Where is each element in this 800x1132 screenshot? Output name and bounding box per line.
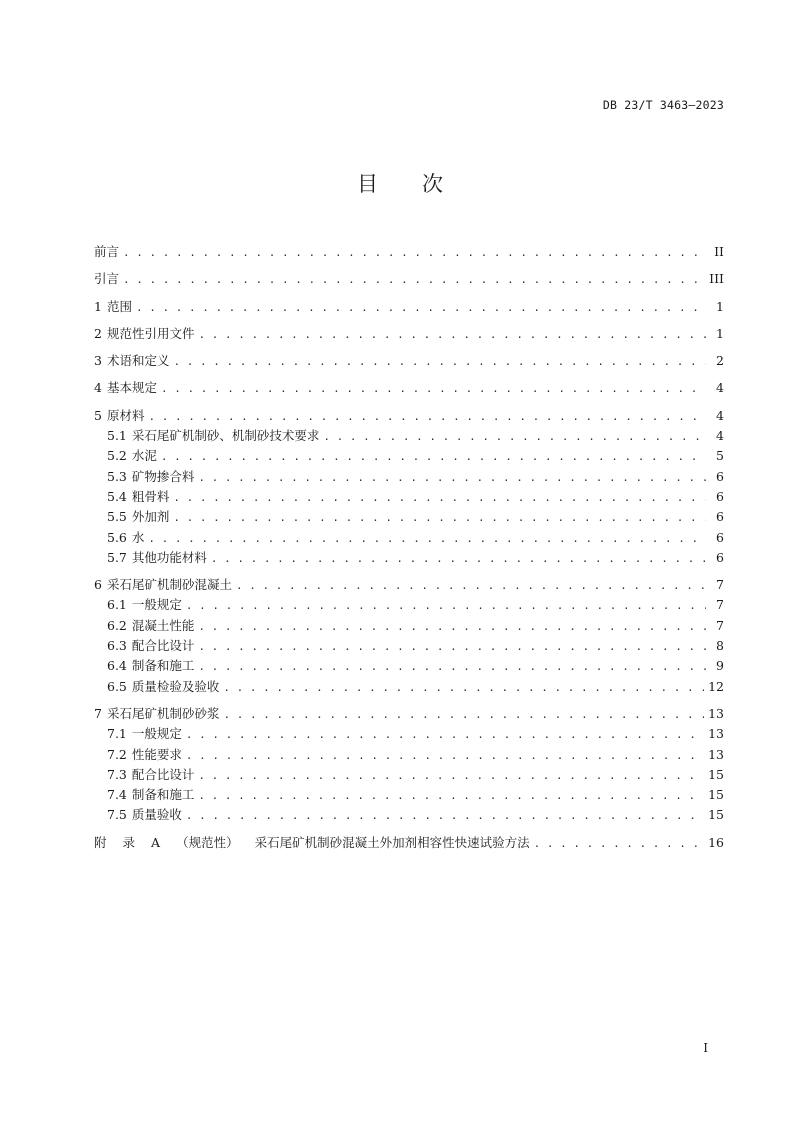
toc-page-number: III	[709, 271, 724, 287]
toc-entry[interactable]	[94, 656, 724, 676]
dot-leader	[534, 837, 705, 850]
toc-section-number: 5.1	[107, 428, 127, 444]
toc-entry-label	[107, 677, 219, 695]
toc-page-number: 6	[716, 529, 724, 545]
toc-entry[interactable]	[94, 507, 724, 527]
toc-section-number: 2	[94, 325, 102, 341]
toc-section-title: 粗骨料	[131, 488, 170, 504]
toc-section-title: 采石尾矿机制砂混凝土	[106, 577, 232, 593]
toc-entry-label	[94, 378, 157, 396]
toc-section-title: 矿物掺合料	[131, 468, 195, 484]
dot-leader	[148, 410, 706, 423]
toc-entry[interactable]	[94, 269, 724, 289]
toc-entry[interactable]	[94, 724, 724, 744]
toc-entry[interactable]	[94, 785, 724, 805]
toc-page-number: 13	[708, 726, 724, 742]
toc-entry[interactable]	[94, 406, 724, 426]
toc-entry[interactable]	[94, 426, 724, 446]
toc-page-number: 6	[716, 509, 724, 525]
dot-leader	[236, 579, 706, 592]
toc-section-title: 术语和定义	[106, 353, 170, 369]
dot-leader	[173, 491, 706, 504]
toc-entry-label	[107, 724, 182, 742]
appendix-type: （规范性）	[176, 834, 239, 850]
page-number: I	[703, 1041, 708, 1055]
toc-entry-label	[107, 528, 144, 546]
toc-entry-label	[107, 616, 194, 634]
toc-section-number: 6.2	[107, 617, 127, 633]
toc-section-title: 基本规定	[106, 380, 157, 396]
dot-leader	[211, 552, 706, 565]
toc-section-title: 原材料	[106, 407, 145, 423]
toc-entry-label	[107, 656, 194, 674]
toc-section-title: 水泥	[131, 448, 157, 464]
dot-leader	[198, 789, 704, 802]
toc-page-number: 15	[708, 766, 724, 782]
toc-section-number: 5	[94, 407, 102, 423]
toc-page-number: 1	[716, 325, 724, 341]
dot-leader	[198, 660, 706, 673]
toc-entry-label	[107, 467, 194, 485]
toc-section-number: 7.3	[107, 766, 127, 782]
toc-section-title: 采石尾矿机制砂砂浆	[106, 705, 220, 721]
appendix-word-2: 录	[122, 834, 136, 850]
toc-section-number: 7.5	[107, 807, 127, 823]
toc-section-number: 6.5	[107, 678, 127, 694]
toc-section-number: 1	[94, 298, 102, 314]
toc-section-number: 6.4	[107, 658, 127, 674]
toc-entry[interactable]	[94, 446, 724, 466]
toc-entry[interactable]	[94, 765, 724, 785]
toc-page-number: 8	[716, 638, 724, 654]
toc-section-number: 7	[94, 705, 102, 721]
toc-page-number: 15	[708, 787, 724, 803]
toc-entry[interactable]	[94, 548, 724, 568]
toc-entry-label	[107, 595, 182, 613]
toc-section-number: 7.4	[107, 787, 127, 803]
toc-entry-label	[94, 297, 132, 315]
toc-entry-appendix-a[interactable]	[94, 833, 724, 853]
title-char-1: 目	[357, 172, 378, 196]
toc-section-number: 5.4	[107, 488, 127, 504]
toc-entry-label	[94, 351, 169, 369]
toc-page-number: 4	[716, 428, 724, 444]
dot-leader	[186, 599, 706, 612]
toc-page-number: 6	[716, 468, 724, 484]
dot-leader	[186, 749, 704, 762]
toc-entry-label	[107, 805, 182, 823]
toc-section-number: 5.7	[107, 549, 127, 565]
toc-entry-label	[94, 324, 194, 342]
dot-leader	[323, 430, 706, 443]
toc-section-title: 前言	[94, 244, 120, 259]
dot-leader	[161, 450, 706, 463]
toc-section-title: 混凝土性能	[131, 617, 195, 633]
dot-leader	[198, 471, 706, 484]
toc-section-title: 一般规定	[131, 726, 182, 742]
toc-entry[interactable]	[94, 616, 724, 636]
toc-entry[interactable]	[94, 467, 724, 487]
toc-section-title: 其他功能材料	[131, 549, 207, 565]
toc-section-title: 范围	[106, 298, 132, 314]
toc-section-number: 5.3	[107, 468, 127, 484]
appendix-title: 采石尾矿机制砂混凝土外加剂相容性快速试验方法	[254, 834, 530, 850]
toc-entry[interactable]	[94, 297, 724, 317]
toc-entry[interactable]	[94, 677, 724, 697]
document-code: DB 23/T 3463—2023	[602, 98, 724, 112]
toc-section-number: 5.6	[107, 529, 127, 545]
toc-page-number: 7	[716, 597, 724, 613]
toc-section-number: 6.1	[107, 597, 127, 613]
toc-section-title: 性能要求	[131, 746, 182, 762]
toc-section-title: 外加剂	[131, 509, 170, 525]
toc-section-number: 3	[94, 353, 102, 369]
toc-entry-label	[94, 575, 232, 593]
toc-page-number: 16	[708, 834, 724, 850]
toc-entry[interactable]	[94, 805, 724, 825]
page-title	[0, 168, 800, 198]
toc-entry[interactable]	[94, 595, 724, 615]
toc-entry[interactable]	[94, 575, 724, 595]
dot-leader	[223, 681, 704, 694]
toc-section-title: 配合比设计	[131, 638, 195, 654]
toc-entry-label	[107, 446, 157, 464]
toc-entry[interactable]	[94, 351, 724, 371]
toc-page-number: 1	[716, 298, 724, 314]
toc-section-number: 7.1	[107, 726, 127, 742]
table-of-contents	[94, 242, 724, 853]
toc-entry-label	[94, 269, 119, 287]
toc-section-title: 质量验收	[131, 807, 182, 823]
toc-entry-label	[107, 487, 169, 505]
toc-section-title: 制备和施工	[131, 787, 195, 803]
toc-page-number: 2	[716, 353, 724, 369]
toc-section-title: 采石尾矿机制砂、机制砂技术要求	[131, 428, 320, 444]
toc-page-number: 6	[716, 488, 724, 504]
toc-section-title: 水	[131, 529, 145, 545]
toc-entry-label	[107, 745, 182, 763]
title-char-2: 次	[422, 172, 443, 196]
dot-leader	[161, 382, 706, 395]
toc-entry-label	[94, 704, 219, 722]
appendix-heading	[94, 833, 530, 851]
toc-page-number: 4	[716, 407, 724, 423]
toc-entry-label	[107, 548, 207, 566]
toc-section-number: 4	[94, 380, 102, 396]
toc-entry[interactable]	[94, 745, 724, 765]
toc-entry[interactable]	[94, 636, 724, 656]
toc-entry-label	[107, 636, 194, 654]
toc-section-title: 制备和施工	[131, 658, 195, 674]
dot-leader	[123, 273, 705, 286]
toc-section-title: 引言	[94, 271, 120, 287]
appendix-word-1: 附	[94, 834, 107, 850]
toc-section-number: 6	[94, 577, 102, 593]
toc-page-number: 15	[708, 807, 724, 823]
toc-section-number: 5.2	[107, 448, 127, 464]
toc-section-title: 一般规定	[131, 597, 182, 613]
toc-entry[interactable]	[94, 242, 724, 262]
dot-leader	[198, 328, 706, 341]
toc-section-number: 7.2	[107, 746, 127, 762]
dot-leader	[148, 532, 706, 545]
appendix-letter: A	[151, 834, 161, 850]
dot-leader	[186, 728, 704, 741]
toc-page-number: 9	[716, 658, 724, 674]
dot-leader	[173, 355, 706, 368]
toc-section-title: 规范性引用文件	[106, 325, 195, 341]
toc-entry-label	[107, 785, 194, 803]
toc-entry[interactable]	[94, 378, 724, 398]
dot-leader	[186, 809, 704, 822]
toc-page-number: 7	[716, 577, 724, 593]
toc-entry-label	[107, 765, 194, 783]
toc-entry[interactable]	[94, 704, 724, 724]
toc-entry-label	[107, 426, 319, 444]
toc-page-number: 4	[716, 380, 724, 396]
toc-entry[interactable]	[94, 324, 724, 344]
toc-entry[interactable]	[94, 528, 724, 548]
toc-page-number: 13	[708, 705, 724, 721]
toc-page-number: 13	[708, 746, 724, 762]
dot-leader	[136, 301, 706, 314]
toc-entry-label	[107, 507, 169, 525]
toc-entry-label	[94, 406, 144, 424]
dot-leader	[198, 769, 704, 782]
toc-section-number: 6.3	[107, 638, 127, 654]
toc-section-number: 5.5	[107, 509, 127, 525]
dot-leader	[123, 246, 706, 259]
dot-leader	[198, 620, 706, 633]
toc-page-number: 6	[716, 549, 724, 565]
toc-section-title: 质量检验及验收	[131, 678, 220, 694]
toc-section-title: 配合比设计	[131, 766, 195, 782]
dot-leader	[173, 511, 706, 524]
toc-entry-label	[94, 242, 119, 260]
toc-page-number: 7	[716, 617, 724, 633]
dot-leader	[198, 640, 706, 653]
toc-page-number: II	[714, 244, 724, 259]
dot-leader	[223, 708, 704, 721]
toc-page-number: 12	[708, 678, 724, 694]
toc-page-number: 5	[716, 448, 724, 464]
toc-entry[interactable]	[94, 487, 724, 507]
